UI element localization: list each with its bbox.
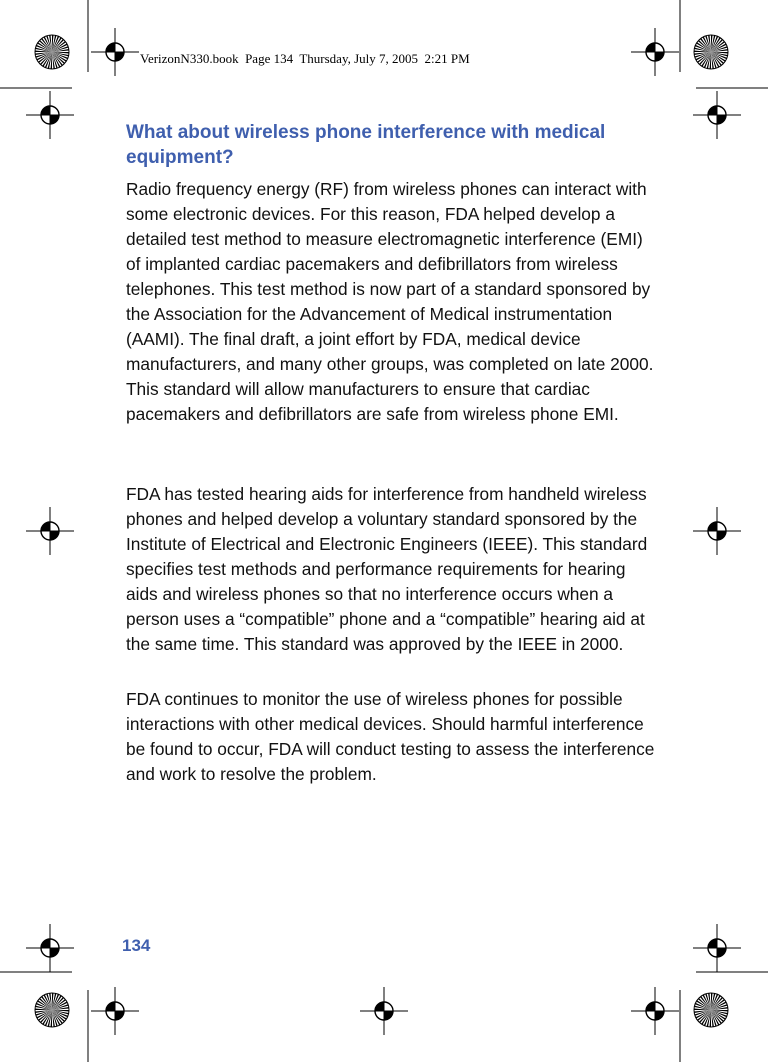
- starburst-wedge: [35, 51, 52, 52]
- starburst-wedge: [52, 993, 53, 1010]
- starburst-wedge: [710, 1010, 711, 1027]
- starburst-wedge: [52, 1010, 69, 1011]
- starburst-wedge: [711, 52, 728, 53]
- paragraph-hearing-aids: FDA has tested hearing aids for interference from handheld wireless phones and helped develop a voluntary standard sponsored by the Institute of Electrical and Electronic Engineers (IEEE). This standard specifies test methods and performance requirements for hearing aids and wireless phones so that no interference occurs when a person uses a “compatible” phone and a “compatible” hearing aid at the same time. This standard was approved by the IEEE in 2000.: [126, 484, 648, 654]
- starburst-wedge: [52, 35, 53, 52]
- starburst-wedge: [52, 52, 69, 53]
- section-heading: What about wireless phone interference with medical equipment?: [126, 122, 606, 168]
- starburst-wedge: [51, 52, 52, 69]
- starburst-wedge: [694, 51, 711, 52]
- paragraph-monitoring: FDA continues to monitor the use of wireless phones for possible interactions with other medical devices. Should harmful interference be found to occur, FDA will conduct testing to assess the interference and work to resolve the problem.: [126, 689, 655, 784]
- page-number: 134: [122, 936, 151, 955]
- starburst-wedge: [711, 35, 712, 52]
- print-slug-line: VerizonN330.book Page 134 Thursday, July 7, 2005 2:21 PM: [140, 51, 470, 66]
- paragraph-pacemakers: Radio frequency energy (RF) from wireless phones can interact with some electronic devices. For this reason, FDA helped develop a detailed test method to measure electromagnetic interference (EMI) of implanted cardiac pacemakers and defibrillators from wireless telephones. This test method is now part of a standard sponsored by the Association for the Advancement of Medical instrumentation (AAMI). The final draft, a joint effort by FDA, medical device manufacturers, and many other groups, was completed on late 2000. This standard will allow manufacturers to ensure that cardiac pacemakers and defibrillators are safe from wireless phone EMI.: [126, 179, 654, 424]
- starburst-wedge: [710, 52, 711, 69]
- starburst-wedge: [711, 993, 712, 1010]
- starburst-wedge: [711, 1010, 728, 1011]
- starburst-wedge: [694, 1009, 711, 1010]
- starburst-wedge: [51, 1010, 52, 1027]
- starburst-wedge: [35, 1009, 52, 1010]
